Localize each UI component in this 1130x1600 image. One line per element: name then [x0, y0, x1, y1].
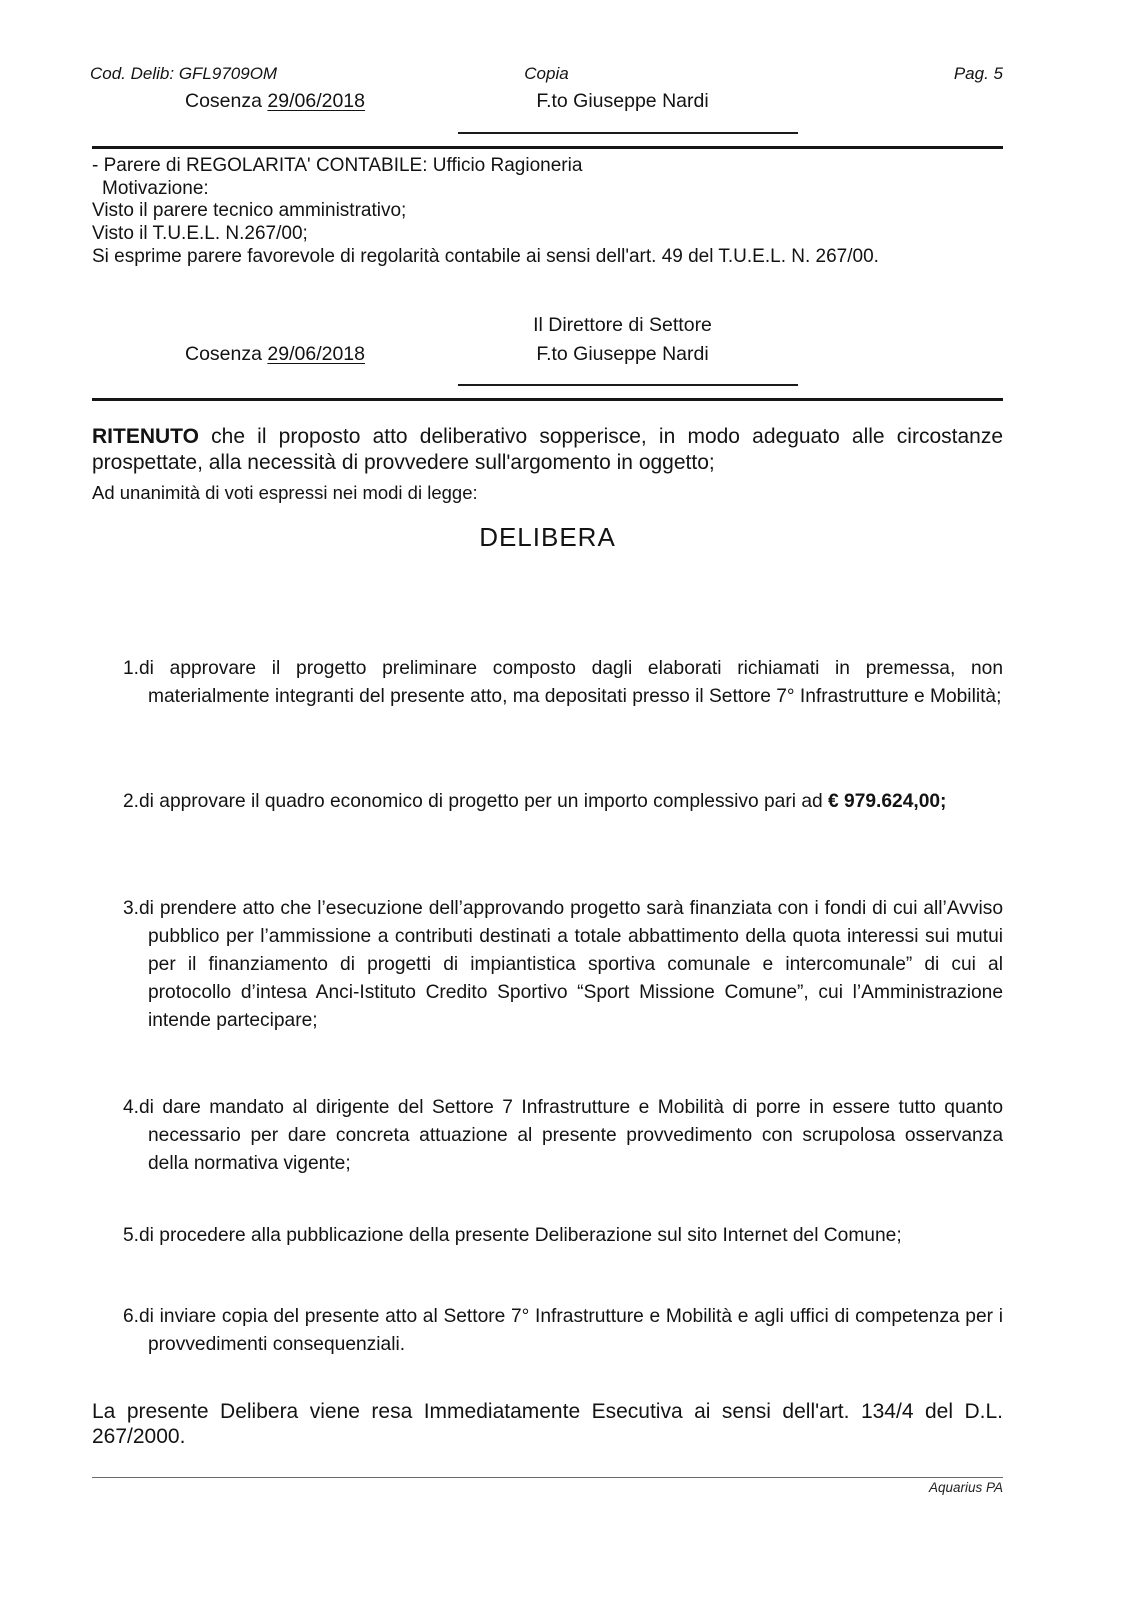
item-text: di dare mandato al dirigente del Settore 7 Infrastrutture e Mobilità di porre in essere tutto quanto necessario per dare concreta attuazione al presente provvedimento con scrupolosa osservanza della normativa vigente;	[139, 1097, 1003, 1174]
signature2-line	[458, 384, 798, 386]
copy-label: Copia	[524, 64, 569, 83]
page-header	[90, 64, 1003, 84]
closing-paragraph: La presente Delibera viene resa Immediatamente Esecutiva ai sensi dell'art. 134/4 del D.L. 267/2000.	[92, 1400, 1003, 1448]
signature1-line	[458, 132, 798, 134]
footer-divider	[92, 1477, 1003, 1478]
parere-visto-1: Visto il parere tecnico amministrativo;	[92, 200, 407, 222]
page-number: Pag. 5	[953, 64, 1003, 83]
signature2-date: 29/06/2018	[267, 343, 365, 365]
section-divider-2	[92, 398, 1003, 401]
ritenuto-lead: RITENUTO	[92, 425, 199, 448]
parere-esito: Si esprime parere favorevole di regolarità contabile ai sensi dell'art. 49 del T.U.E.L. N. 267/00.	[92, 245, 879, 267]
item-amount: € 979.624,00;	[828, 791, 947, 812]
item-text: di approvare il quadro economico di progetto per un importo complessivo pari ad	[139, 791, 829, 812]
delibera-item-5	[92, 1222, 1003, 1250]
signature1-signer: F.to Giuseppe Nardi	[536, 90, 709, 112]
signature1-place: Cosenza	[185, 90, 262, 112]
item-number: 1.	[123, 658, 140, 679]
parere-contabile-block	[92, 155, 1003, 269]
parere-motivazione: Motivazione:	[102, 177, 209, 199]
delibera-item-1	[92, 655, 1003, 711]
delibera-item-4	[92, 1094, 1003, 1178]
parere-title: - Parere di REGOLARITA' CONTABILE: Ufficio Ragioneria	[92, 155, 583, 176]
item-text: di prendere atto che l’esecuzione dell’approvando progetto sarà finanziata con i fondi di cui all’Avviso pubblico per l’ammissione a contributi destinati a totale abbattimento della quota interessi sui mutui per il finanziamento di progetti di impiantistica sportiva comunale e intercomunale” di cui al protocollo d’intesa Anci-Istituto Credito Sportivo “Sport Missione Comune”, cui l’Amministrazione intende partecipare;	[139, 898, 1003, 1031]
ritenuto-text: che il proposto atto deliberativo sopperisce, in modo adeguato alle circostanze prospettate, alla necessità di provvedere sull'argomento in oggetto;	[92, 425, 1004, 474]
parere-visto-2: Visto il T.U.E.L. N.267/00;	[92, 223, 308, 245]
document-code: Cod. Delib: GFL9709OM	[90, 64, 278, 83]
votes-line: Ad unanimità di voti espressi nei modi di legge:	[92, 482, 478, 503]
ritenuto-paragraph	[92, 424, 1003, 475]
signature2-place: Cosenza	[185, 343, 262, 365]
item-number: 3.	[123, 898, 140, 919]
item-text: di inviare copia del presente atto al Settore 7° Infrastrutture e Mobilità e agli uffici di competenza per i provvedimenti consequenziali.	[139, 1306, 1003, 1355]
delibera-item-3	[92, 895, 1003, 1035]
item-text: di approvare il progetto preliminare composto dagli elaborati richiamati in premessa, non materialmente integranti del presente atto, ma depositati presso il Settore 7° Infrastrutture e Mobilità;	[139, 658, 1003, 707]
delibera-title: DELIBERA	[479, 522, 616, 552]
item-number: 6.	[123, 1306, 140, 1327]
delibera-item-6	[92, 1303, 1003, 1359]
item-text: di procedere alla pubblicazione della presente Deliberazione sul sito Internet del Comune;	[139, 1225, 902, 1246]
footer-brand: Aquarius PA	[928, 1480, 1003, 1495]
signature2-signer: F.to Giuseppe Nardi	[536, 343, 709, 365]
section-divider-1	[92, 146, 1003, 149]
delibera-item-2	[92, 788, 1003, 816]
signature1-place-date	[185, 90, 365, 113]
item-number: 5.	[123, 1225, 140, 1246]
item-number: 4.	[123, 1097, 140, 1118]
signature1-date: 29/06/2018	[267, 90, 365, 112]
signature2-place-date	[185, 343, 365, 366]
signature2-role: Il Direttore di Settore	[533, 314, 712, 336]
item-number: 2.	[123, 791, 140, 812]
